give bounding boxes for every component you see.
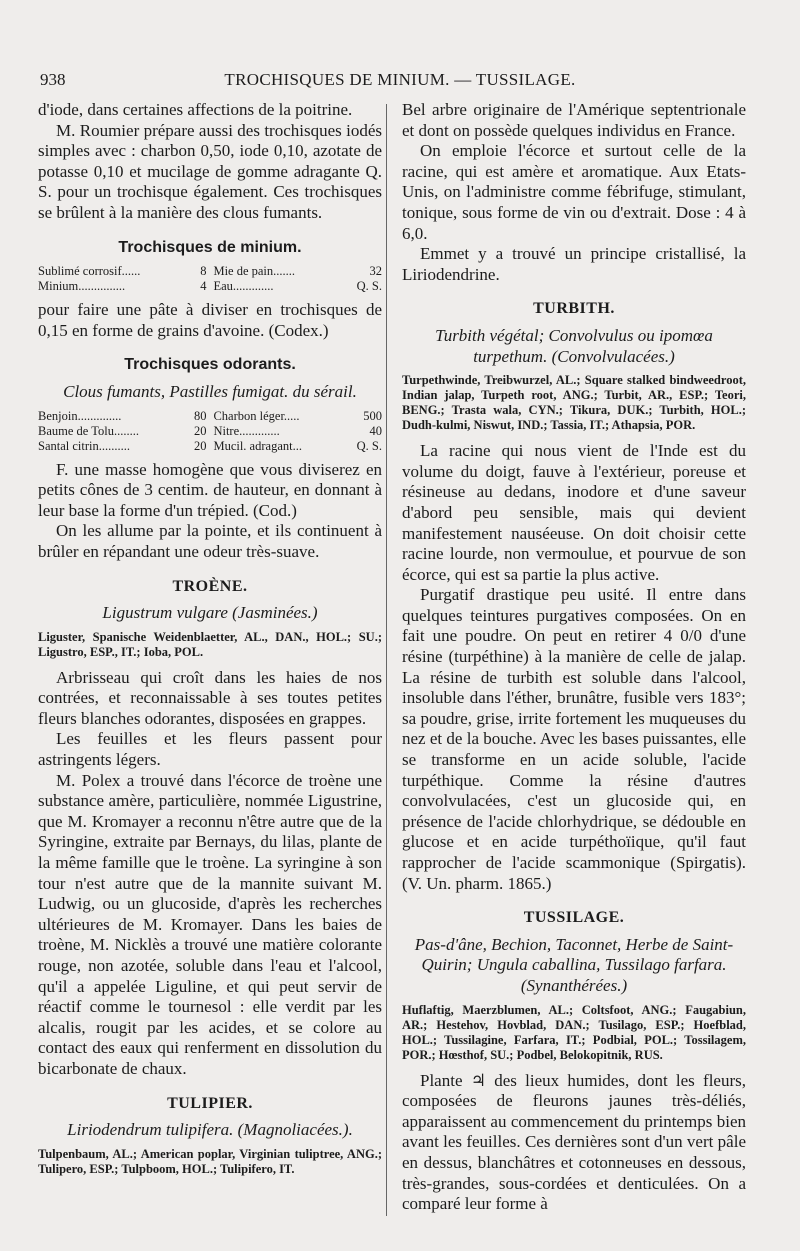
ingredient-qty: 500 [363,408,382,423]
section-subtitle: Pas-d'âne, Bechion, Taconnet, Herbe de Saint-Quirin; Ungula caballina, Tussilago farfara. (Synanthérées.) [414,934,734,995]
running-title: TROCHISQUES DE MINIUM. — TUSSILAGE. [224,70,576,89]
column-divider [386,104,387,1216]
ingredient-name: Charbon léger..... [213,408,300,423]
ingredient-qty: 8 [200,264,207,279]
ingredient-name: Nitre............. [213,423,280,438]
section-heading-tussilage: TUSSILAGE. [523,909,625,927]
paragraph: Purgatif drastique peu usité. Il entre dans quelques teintures purgatives composées. On en fait une poudre. On peut en retirer 4 0/0 d'une résine (turpéthine) à la manière de celle de jalap. La résine de turbith est soluble dans l'alcool, insoluble dans l'éther, brunâtre, fusible vers 183°; sa poudre, grise, irrite fortement les muqueuses du nez et de la bouche. Avec les bases puissantes, elle se transforme en un acide soluble, l'acide turpéthique. Comme la résine d'autres convolvulacées, c'est un glucoside qui, en présence de l'acide chlorhydrique, se dédouble en glucose et en acide turpéthoïique, qu'il faut rapprocher de l'acide scammonique (Spirgatis). (V. Un. pharm. 1865.) [402,585,746,893]
paragraph: Bel arbre originaire de l'Amérique septentrionale et dont on possède quelques individus en France. [402,100,746,140]
section-subtitle: Liriodendrum tulipifera. (Magnoliacées.). [67,1120,353,1140]
section-subtitle: Turbith végétal; Convolvulus ou ipomœa turpethum. (Convolvulacées.) [435,325,713,366]
recipe-row [38,264,382,279]
section-heading-odorants: Trochisques odorants. [124,356,296,374]
ingredient-qty: Q. S. [356,438,382,453]
paragraph: M. Roumier prépare aussi des trochisques iodés simples avec : charbon 0,50, iode 0,10, azotate de potasse 0,10 et mucilage de gomme adragante Q. S. pour un trochisque également. Ces trochisques se brûlent à la manière des clous fumants. [38,120,382,222]
ingredient-name: Mucil. adragant... [213,438,302,453]
paragraph: On emploie l'écorce et surtout celle de la racine, qui est amère et aromatique. Aux Etats-Unis, on l'administre comme fébrifuge, stimulant, tonique, sous forme de vin ou d'extrait. Dose : 4 à 6,0. [402,141,746,243]
ingredient-qty: 80 [194,408,207,423]
ingredient-name: Baume de Tolu........ [38,423,139,438]
recipe-row [38,424,382,439]
section-heading-troene: TROÈNE. [172,577,248,595]
ingredient-qty: 4 [200,279,207,294]
ingredient-qty: 20 [194,438,207,453]
section-heading-turbith: TURBITH. [533,300,615,318]
paragraph: M. Polex a trouvé dans l'écorce de troène une substance amère, particulière, nommée Ligustrine, que M. Kromayer a reconnu n'être autre que de la Syringine, extraite par Bernays, du lilas, plante de la même famille que le troène. La syringine à son tour n'est autre que de la mannite suivant M. Ludwig, ou un glucoside, d'après les recherches ultérieures de M. Kromayer. Dans les baies de troène, M. Nicklès a trouvé une matière colorante rouge, non azotée, soluble dans l'eau et l'alcool, qu'il a appelée Liguline, et qui peut servir de réactif comme le tournesol : elle verdit par les alcalis, rougit par les acides, et se colore au contact des eaux qui renferment en dissolution du bicarbonate de chaux. [38,770,382,1078]
paragraph: F. une masse homogène que vous diviserez en petits cônes de 3 centim. de hauteur, en donnant à leur base la forme d'un trépied. (Cod.) [38,459,382,520]
ingredient-name: Mie de pain....... [213,264,296,279]
ingredient-qty: Q. S. [356,279,382,294]
ingredient-name: Eau............. [213,279,274,294]
page-header [40,70,760,94]
ingredient-qty: 20 [194,423,207,438]
paragraph: Arbrisseau qui croît dans les haies de nos contrées, et reconnaissable à ses toutes petites fleurs blanches odorantes, disposées en grappes. [38,667,382,728]
section-subtitle: Ligustrum vulgare (Jasminées.) [102,603,318,623]
paragraph: On les allume par la pointe, et ils continuent à brûler en répandant une odeur très-suave. [38,521,382,561]
recipe-row [38,409,382,424]
section-subtitle: Clous fumants, Pastilles fumigat. du sérail. [63,381,357,401]
section-heading-minium: Trochisques de minium. [118,238,302,256]
paragraph: d'iode, dans certaines affections de la poitrine. [38,100,353,119]
synonyms: Huflaftig, Maerzblumen, AL.; Coltsfoot, ANG.; Faugabiun, AR.; Hestehov, Hovblad, DAN.; Tusilago, ESP.; Hoefblad, HOL.; Tussilagine, Farfara, IT.; Podbial, POL.; Tossilagem, POR.; Hœsthof, SU.; Podbel, Belokopitnik, RUS. [402,1002,746,1062]
ingredient-name: Santal citrin.......... [38,438,130,453]
paragraph: Emmet y a trouvé un principe cristallisé, la Liriodendrine. [402,244,746,284]
ingredient-name: Minium............... [38,279,126,294]
paragraph: pour faire une pâte à diviser en trochisques de 0,15 en forme de grains d'avoine. (Codex.) [38,300,382,340]
synonyms: Tulpenbaum, AL.; American poplar, Virginian tuliptree, ANG.; Tulipero, ESP.; Tulpboom, HOL.; Tulipifero, IT. [38,1146,382,1176]
recipe-minium [38,264,382,294]
right-column [402,100,746,1215]
synonyms: Liguster, Spanische Weidenblaetter, AL., DAN., HOL.; SU.; Ligustro, ESP., IT.; Ioba, POL. [38,629,382,659]
left-column [38,100,382,1185]
section-heading-tulipier: TULIPIER. [167,1094,253,1112]
paragraph: La racine qui nous vient de l'Inde est du volume du doigt, fauve à l'extérieur, poreuse et résineuse au dedans, inodore et d'une saveur d'abord peu sensible, mais qui devient manifestement nauséeuse. On doit choisir cette racine lourde, non vermoulue, et pourvue de son écorce, qui est sa partie la plus active. [402,441,746,584]
synonyms: Turpethwinde, Treibwurzel, AL.; Square stalked bindweedroot, Indian jalap, Turpeth root, ANG.; Turbit, AR., ESP.; Teori, BENG.; Trasta wala, CYN.; Tikura, DUK.; Turbith, HOL.; Dudh-kulmi, Niswut, IND.; Tassia, IT.; Athapsia, POR. [402,373,746,433]
ingredient-qty: 40 [369,423,382,438]
ingredient-name: Benjoin.............. [38,408,122,423]
paragraph: Les feuilles et les fleurs passent pour astringents légers. [38,729,382,770]
ingredient-qty: 32 [369,264,382,279]
page-number: 938 [40,70,66,89]
recipe-row [38,279,382,294]
ingredient-name: Sublimé corrosif...... [38,264,141,279]
recipe-odorants [38,409,382,454]
paragraph: Plante ♃ des lieux humides, dont les fleurs, composées de fleurons jaunes très-déliés, apparaissent au commencement du printemps bien avant les feuilles. Ces dernières sont d'un vert pâle en dessus, blanchâtres et cotonneuses en dessous, très-grandes, sous-cordées et denticulées. On a comparé leur forme à [402,1070,746,1214]
recipe-row [38,439,382,454]
